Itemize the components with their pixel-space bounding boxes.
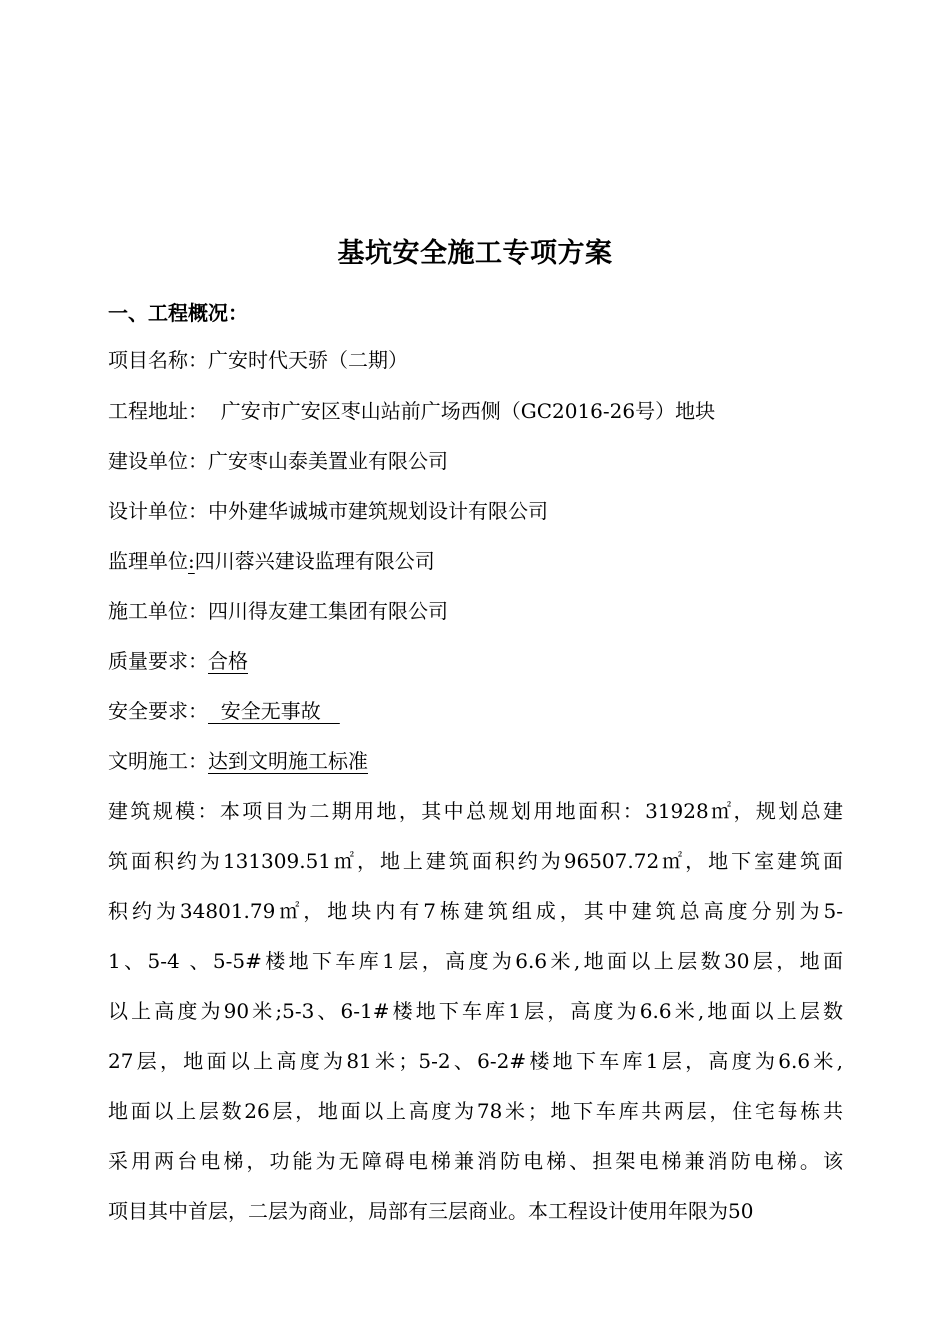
field-project-address: [108, 396, 715, 426]
field-safety-requirement: [108, 696, 340, 726]
field-civilized-construction: [108, 746, 368, 776]
field-value: 四川得友建工集团有限公司: [208, 599, 448, 623]
paragraph-line: 27层，地面以上高度为81米；5-2、6-2#楼地下车库1层，高度为6.6米,: [108, 1049, 843, 1073]
paragraph-line: 建筑规模：本项目为二期用地，其中总规划用地面积：31928㎡，规划总建: [108, 799, 843, 823]
field-value: 广安枣山泰美置业有限公司: [208, 449, 448, 473]
paragraph-line: 1、5-4 、5-5#楼地下车库1层，高度为6.6米,地面以上层数30层，地面: [108, 949, 843, 973]
field-label: 设计单位：: [108, 499, 208, 523]
field-value: 安全无事故: [208, 699, 340, 723]
paragraph-line: 项目其中首层，二层为商业，局部有三层商业。本工程设计使用年限为50: [108, 1199, 754, 1223]
section-heading: 一、工程概况：: [108, 301, 248, 325]
field-quality-requirement: [108, 646, 248, 676]
field-label: 项目名称：: [108, 348, 208, 372]
field-design-unit: [108, 496, 548, 526]
paragraph-line: 筑面积约为131309.51㎡，地上建筑面积约为96507.72㎡，地下室建筑面: [108, 849, 843, 873]
field-label: 建设单位：: [108, 449, 208, 473]
field-label: 监理单位: [108, 549, 188, 573]
field-label-colon: :: [188, 549, 195, 573]
field-contractor: [108, 596, 448, 626]
field-value: 广安时代天骄（二期）: [208, 348, 408, 372]
field-project-name: [108, 345, 408, 375]
field-construction-unit: [108, 446, 448, 476]
paragraph-line: 地面以上层数26层，地面以上高度为78米；地下车库共两层，住宅每栋共: [108, 1099, 843, 1123]
paragraph-line: 积约为34801.79㎡，地块内有7栋建筑组成，其中建筑总高度分别为5-: [108, 899, 843, 923]
paragraph-line: 采用两台电梯，功能为无障碍电梯兼消防电梯、担架电梯兼消防电梯。该: [108, 1149, 843, 1173]
document-title: 基坑安全施工专项方案: [337, 238, 613, 269]
field-label: 工程地址：: [108, 399, 208, 423]
field-value: 达到文明施工标准: [208, 749, 368, 773]
field-supervision-unit: [108, 546, 435, 576]
field-label: 文明施工：: [108, 749, 208, 773]
paragraph-line: 以上高度为90米;5-3、6-1#楼地下车库1层，高度为6.6米,地面以上层数: [108, 999, 843, 1023]
field-value: 广安市广安区枣山站前广场西侧（GC2016-26号）地块: [208, 399, 716, 423]
field-label: 施工单位：: [108, 599, 208, 623]
field-label: 质量要求：: [108, 649, 208, 673]
field-value: 中外建华诚城市建筑规划设计有限公司: [208, 499, 548, 523]
field-value: 合格: [208, 649, 248, 673]
field-label: 安全要求：: [108, 699, 208, 723]
field-value: 四川蓉兴建设监理有限公司: [194, 549, 435, 573]
